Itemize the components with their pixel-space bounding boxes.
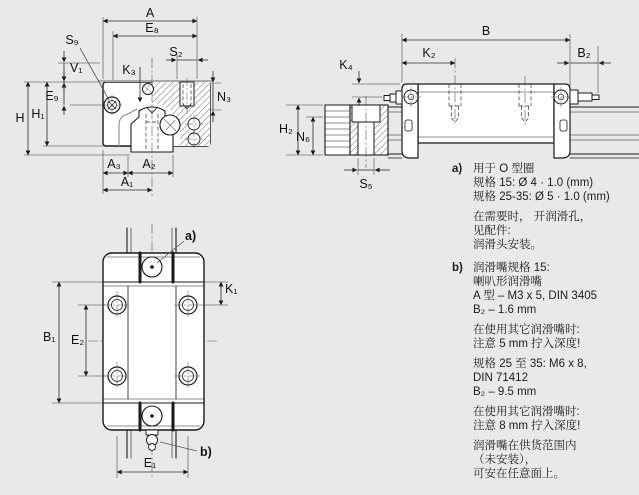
lube-nipple-bottom	[146, 430, 158, 451]
dim-label-K3: K₃	[122, 63, 136, 77]
dim-label-E8: E₈	[145, 21, 159, 35]
dim-label-K4: K₄	[339, 58, 353, 72]
note-line: B₂ – 9.5 mm	[473, 386, 537, 398]
s9-leader-line	[80, 48, 109, 100]
note-line: 喇叭形润滑嘴	[473, 276, 542, 288]
note-a-label: a)	[452, 163, 463, 175]
note-b-label: b)	[452, 262, 463, 274]
note-b	[452, 261, 638, 481]
dim-label-H: H	[15, 111, 25, 125]
note-line: 见配件:	[473, 225, 511, 237]
note-line: 规格 15: Ø 4 · 1.0 (mm)	[473, 177, 594, 189]
lube-nipple-left	[384, 91, 402, 104]
notes-panel	[452, 162, 638, 490]
dim-label-K1: K₁	[225, 282, 238, 296]
lube-nipple-right	[570, 90, 599, 104]
note-line: 在使用其它润滑嘴时:	[473, 324, 580, 336]
dim-label-N3: N₃	[217, 90, 232, 104]
dim-label-A2: A₂	[142, 157, 156, 171]
note-line: 在使用其它润滑嘴时:	[473, 406, 580, 418]
note-b-leader	[160, 442, 197, 451]
dim-label-S9: S₉	[65, 33, 79, 47]
dim-label-N6: N₆	[296, 130, 311, 144]
note-line: 润滑嘴在供货范围内	[473, 440, 577, 452]
note-line: 可安在任意面上。	[473, 468, 565, 480]
dim-label-B1: B₁	[43, 330, 56, 344]
callout-a: a)	[185, 229, 197, 243]
note-line: 注意 5 mm 拧入深度!	[473, 338, 581, 350]
dim-label-H2: H₂	[279, 122, 293, 136]
note-line: 注意 8 mm 拧入深度!	[473, 420, 581, 432]
dim-label-S2: S₂	[169, 45, 183, 59]
note-line: （未安装），	[473, 454, 537, 466]
dim-label-A1: A₁	[120, 175, 134, 189]
note-line: DIN 71412	[473, 372, 528, 384]
note-line: 规格 25 至 35: M6 x 8,	[473, 358, 587, 370]
dim-label-B: B	[481, 24, 491, 38]
rail-end-grooves	[325, 105, 350, 155]
note-line: 在需要时， 开润滑孔，	[473, 211, 592, 223]
note-line: 润滑头安装。	[473, 239, 542, 251]
note-line: B₂ – 1.6 mm	[473, 304, 537, 316]
dim-label-K2: K₂	[422, 46, 436, 60]
dim-label-A: A	[145, 6, 155, 20]
dim-label-V1: V₁	[70, 61, 83, 75]
dim-label-A3: A₃	[107, 157, 121, 171]
top-view	[43, 224, 238, 478]
note-a	[452, 162, 638, 252]
dim-label-S5: S₅	[359, 177, 373, 191]
front-view	[15, 6, 231, 196]
note-line: 用于 O 型圈	[473, 163, 535, 175]
dim-label-E9: E₉	[45, 89, 59, 103]
dim-label-E2: E₂	[71, 333, 85, 347]
note-line: 润滑嘴规格 15:	[473, 262, 550, 274]
dim-label-B2: B₂	[577, 46, 591, 60]
callout-b: b)	[200, 445, 212, 459]
note-line: 规格 25-35: Ø 5 · 1.0 (mm)	[473, 191, 610, 203]
note-line: A 型 – M3 x 5, DIN 3405	[473, 290, 598, 302]
dim-label-E1: E₁	[143, 456, 157, 470]
dim-label-H1: H₁	[31, 107, 45, 121]
carriage-body	[418, 84, 554, 143]
